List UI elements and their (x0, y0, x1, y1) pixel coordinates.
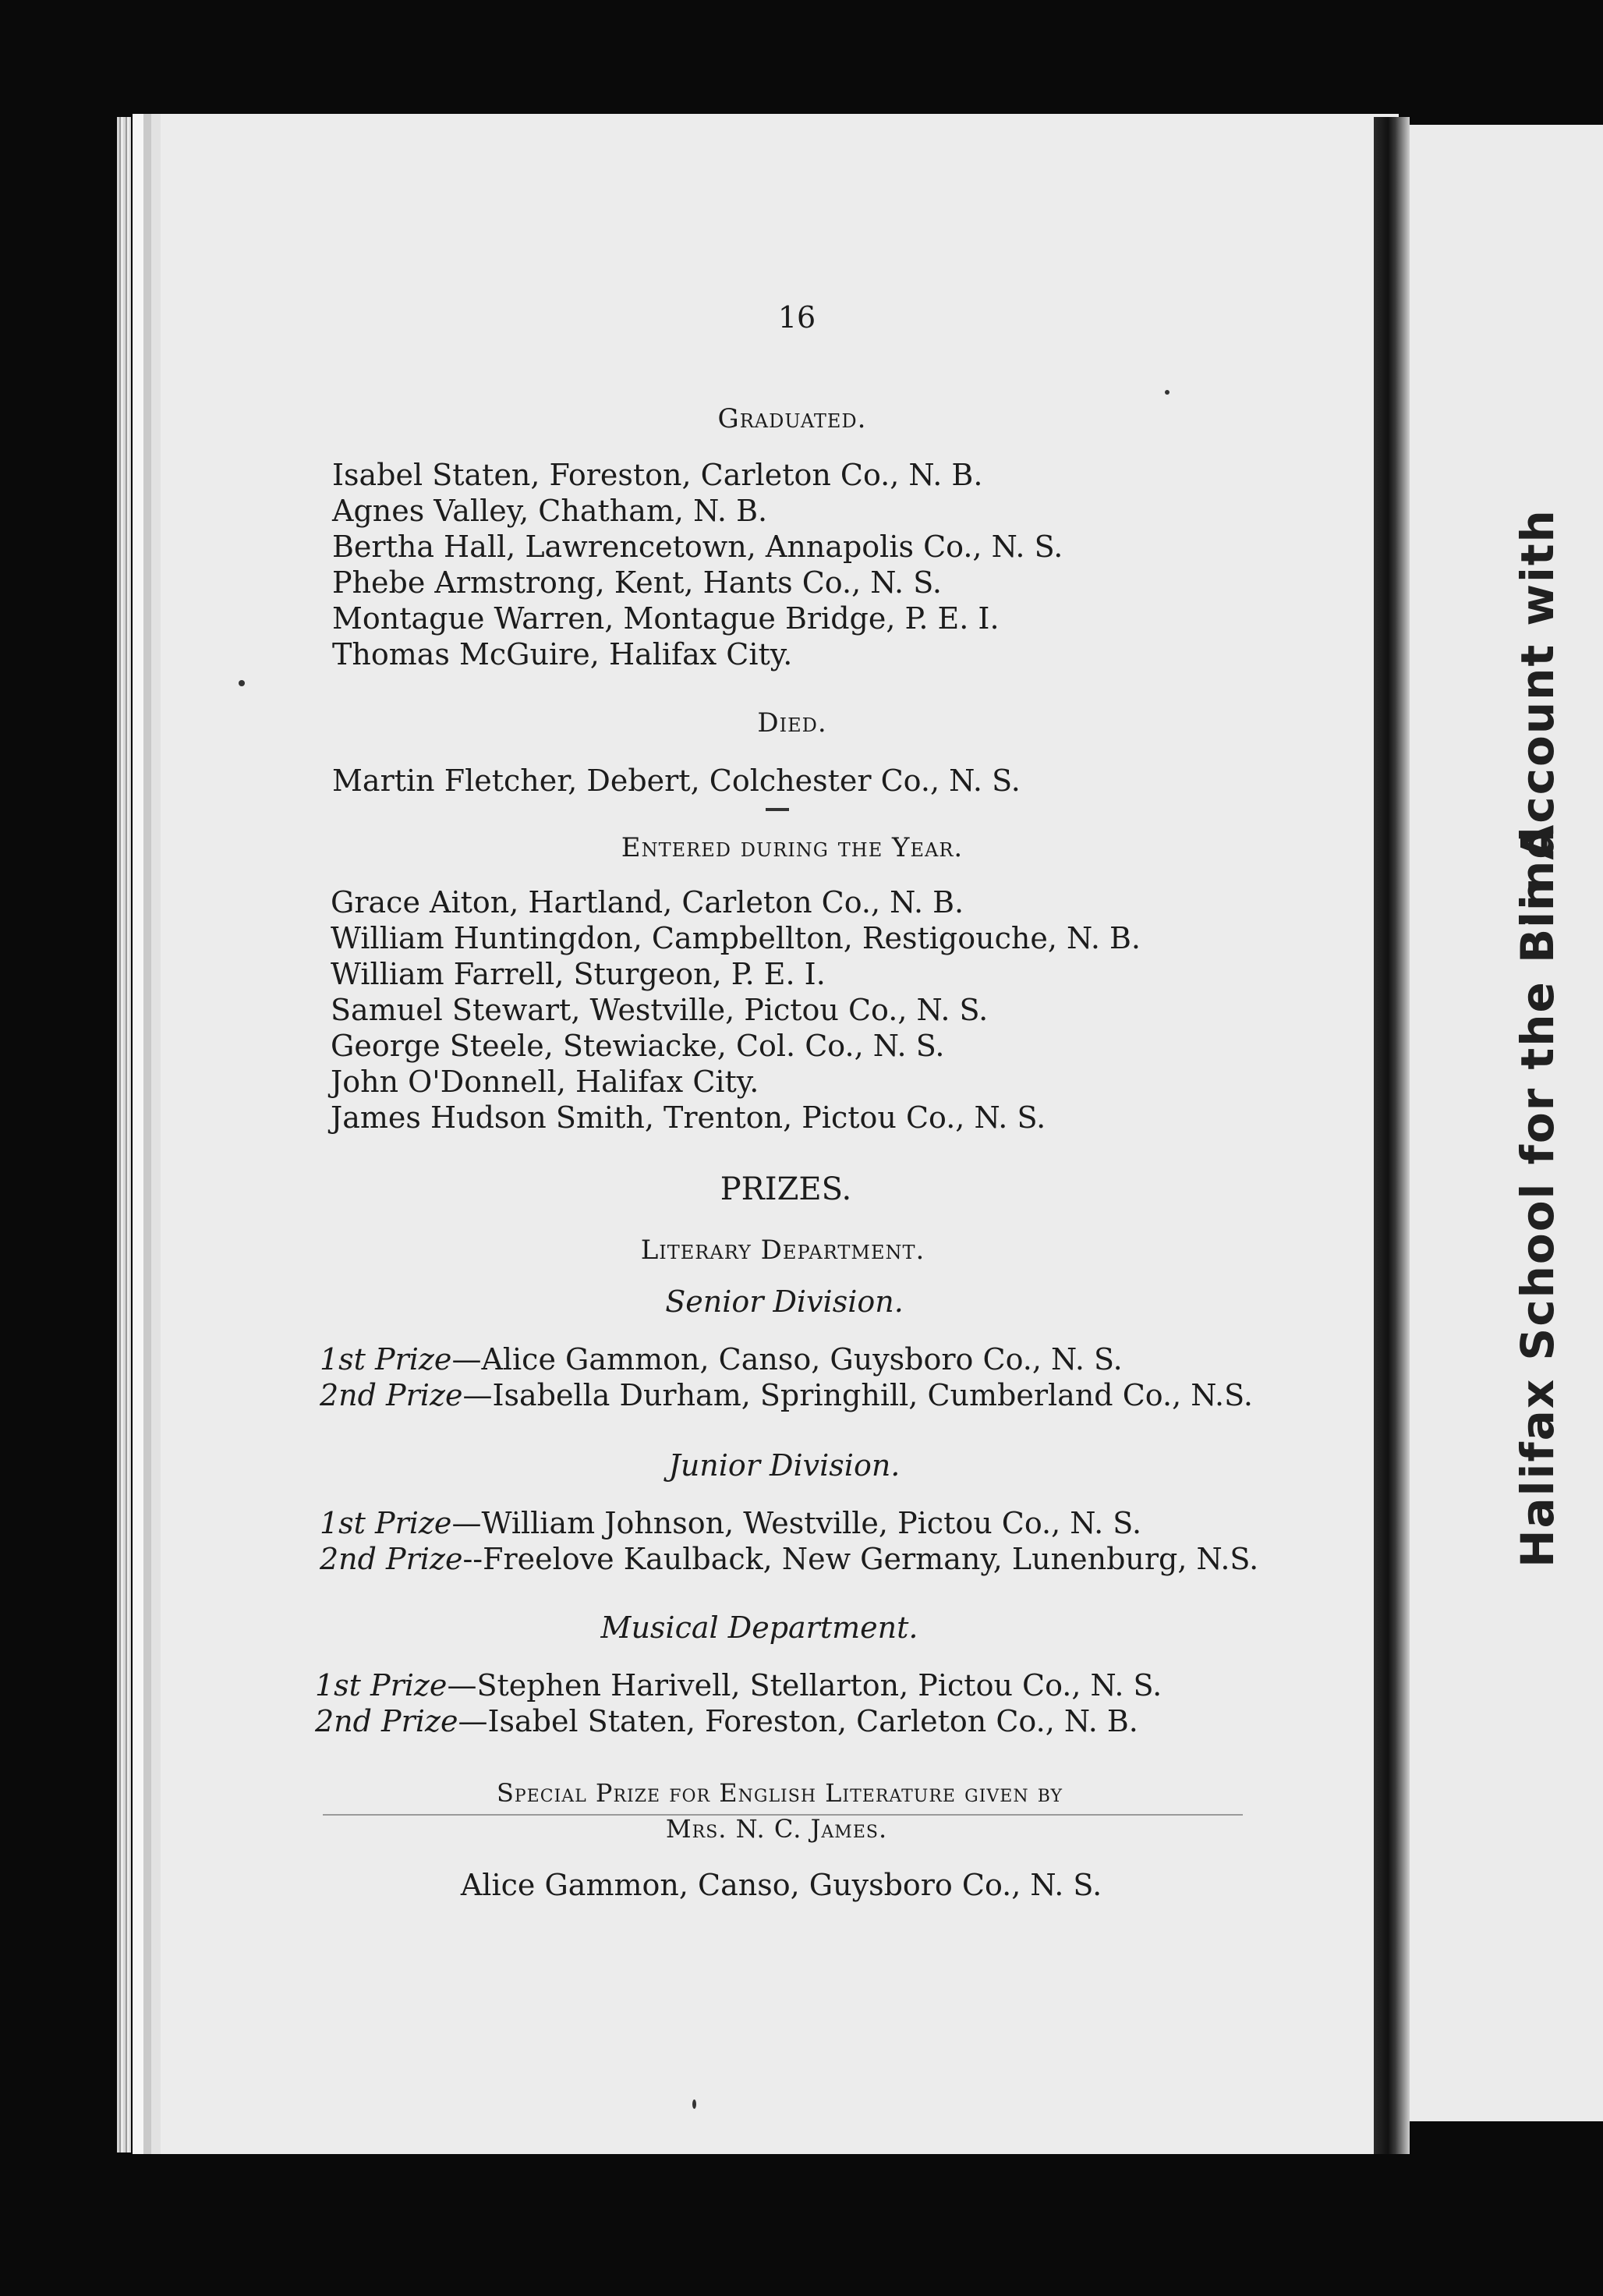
prize-label: 1st Prize (315, 1668, 448, 1703)
junior-division-heading: Junior Division. (668, 1448, 901, 1483)
senior-division-heading: Senior Division. (665, 1284, 904, 1319)
prize-line-musical-second (315, 1703, 1138, 1739)
page-number: 16 (777, 300, 816, 335)
literary-department-heading: Literary Department. (640, 1235, 925, 1266)
entered-entry: Grace Aiton, Hartland, Carleton Co., N. B. (331, 885, 964, 919)
right-page-rotated-text-upper: in Account with (1511, 508, 1564, 928)
prize-label: 2nd Prize (320, 1542, 463, 1576)
prize-winner: —Stephen Harivell, Stellarton, Pictou Co., N. S. (447, 1668, 1162, 1703)
prizes-heading: PRIZES. (720, 1171, 852, 1207)
entered-entry: John O'Donnell, Halifax City. (331, 1065, 759, 1099)
entered-entry: George Steele, Stewiacke, Col. Co., N. S. (331, 1029, 945, 1063)
graduated-entry: Isabel Staten, Foreston, Carleton Co., N. B. (332, 458, 983, 492)
entered-heading: Entered during the Year. (621, 832, 964, 863)
special-prize-winner: Alice Gammon, Canso, Guysboro Co., N. S. (460, 1868, 1102, 1902)
scan-speck (692, 2099, 696, 2109)
entered-entry: James Hudson Smith, Trenton, Pictou Co., N. S. (331, 1100, 1046, 1135)
prize-line-senior-first (320, 1341, 1123, 1377)
prize-label: 2nd Prize (320, 1378, 463, 1412)
special-prize-donor: Mrs. N. C. James. (665, 1814, 888, 1844)
prize-label: 1st Prize (320, 1342, 452, 1377)
prize-line-junior-first (320, 1505, 1141, 1541)
graduated-entry: Agnes Valley, Chatham, N. B. (332, 494, 768, 528)
prize-winner: --Freelove Kaulback, New Germany, Lunenburg, N.S. (462, 1542, 1259, 1576)
prize-winner: —William Johnson, Westville, Pictou Co., N. S. (451, 1506, 1142, 1540)
right-page-rotated-text-lower: Halifax School for the Blind (1511, 825, 1564, 1568)
musical-department-heading: Musical Department. (600, 1610, 918, 1645)
entered-entry: William Huntingdon, Campbellton, Restigouche, N. B. (331, 921, 1141, 955)
prize-line-junior-second (320, 1541, 1258, 1577)
section-divider (766, 808, 789, 811)
prize-label: 1st Prize (320, 1506, 452, 1540)
prize-winner: —Alice Gammon, Canso, Guysboro Co., N. S. (451, 1342, 1123, 1377)
graduated-entry: Montague Warren, Montague Bridge, P. E. I. (332, 601, 1000, 636)
died-entry: Martin Fletcher, Debert, Colchester Co., N. S. (332, 764, 1021, 798)
died-heading: Died. (757, 707, 827, 739)
graduated-entry: Phebe Armstrong, Kent, Hants Co., N. S. (332, 565, 942, 600)
prize-line-musical-first (315, 1667, 1162, 1703)
prize-winner: —Isabella Durham, Springhill, Cumberland Co., N.S. (462, 1378, 1253, 1412)
scan-speck (239, 680, 245, 686)
graduated-entry: Bertha Hall, Lawrencetown, Annapolis Co., N. S. (332, 530, 1063, 564)
prize-line-senior-second (320, 1377, 1253, 1413)
special-prize-heading: Special Prize for English Literature given by (496, 1778, 1063, 1808)
entered-entry: William Farrell, Sturgeon, P. E. I. (331, 957, 826, 991)
graduated-entry: Thomas McGuire, Halifax City. (332, 637, 793, 671)
scan-speck (1165, 390, 1170, 395)
entered-entry: Samuel Stewart, Westville, Pictou Co., N. S. (331, 993, 989, 1027)
graduated-heading: Graduated. (717, 403, 867, 434)
prize-winner: —Isabel Staten, Foreston, Carleton Co., N. B. (458, 1704, 1138, 1738)
prize-label: 2nd Prize (315, 1704, 458, 1738)
